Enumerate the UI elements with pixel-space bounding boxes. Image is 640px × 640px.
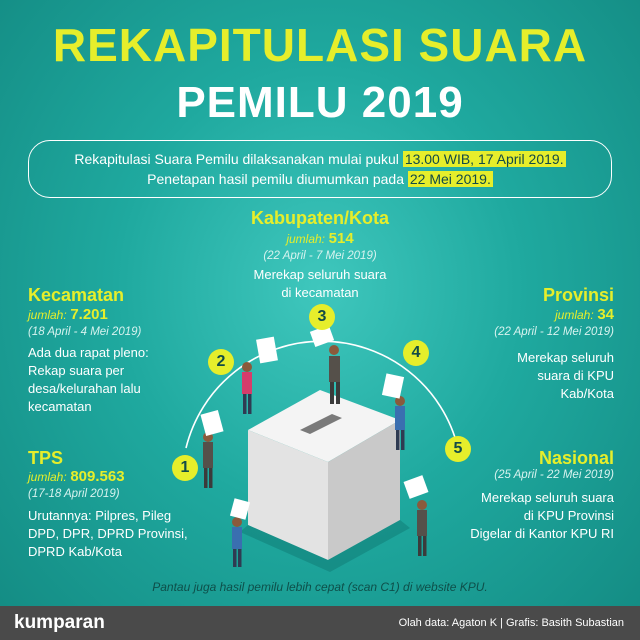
kecamatan-desc (28, 344, 208, 416)
step-5-badge: 5 (445, 436, 471, 462)
tps-desc-line: DPD, DPR, DPRD Provinsi, (28, 526, 188, 541)
provinsi-title: Provinsi (542, 285, 614, 305)
nasional-period: (25 April - 22 Mei 2019) (494, 469, 614, 481)
provinsi-desc-line: suara di KPU (537, 368, 614, 383)
footnote: Pantau juga hasil pemilu lebih cepat (scan C1) di website KPU. (152, 580, 488, 594)
ballot-box-icon (240, 390, 410, 572)
step-3-badge: 3 (309, 304, 335, 330)
title-line-2: PEMILU 2019 (176, 78, 464, 127)
kecamatan-period: (18 April - 4 Mei 2019) (28, 326, 142, 338)
provinsi-count-line (414, 306, 614, 324)
credit-text: Olah data: Agaton K | Grafis: Basith Subastian (398, 617, 624, 629)
kabupaten-count: 514 (328, 230, 354, 247)
provinsi-desc (414, 349, 614, 403)
kabupaten-count-line (200, 230, 440, 248)
step-4-badge: 4 (403, 340, 429, 366)
step-2-badge: 2 (208, 349, 234, 375)
provinsi-period: (22 April - 12 Mei 2019) (494, 326, 614, 338)
kecamatan-jumlah-label: jumlah: (28, 308, 67, 322)
kabupaten-title: Kabupaten/Kota (250, 208, 389, 228)
kecamatan-desc-line: kecamatan (28, 399, 92, 414)
footer-bar (0, 606, 640, 640)
provinsi-desc-line: Merekap seluruh (517, 350, 614, 365)
kecamatan-count: 7.201 (70, 306, 108, 323)
kabupaten-desc-line: di kecamatan (281, 285, 359, 300)
nasional-title: Nasional (538, 448, 614, 468)
kabupaten-desc-line: Merekap seluruh suara (253, 267, 387, 282)
tps-desc (28, 507, 228, 561)
kabupaten-period: (22 April - 7 Mei 2019) (263, 250, 377, 262)
kecamatan-desc-line: Rekap suara per (28, 363, 125, 378)
intro-highlight-2: 22 Mei 2019. (409, 171, 491, 187)
tps-count: 809.563 (70, 468, 125, 485)
intro-highlight-1: 13.00 WIB, 17 April 2019. (404, 151, 564, 167)
nasional-desc-line: Merekap seluruh suara (481, 490, 614, 505)
tps-title: TPS (28, 448, 64, 468)
provinsi-jumlah-label: jumlah: (555, 308, 594, 322)
tps-desc-line: DPRD Kab/Kota (28, 544, 122, 559)
tps-period: (17-18 April 2019) (28, 488, 120, 500)
tps-desc-line: Urutannya: Pilpres, Pileg (28, 508, 172, 523)
tps-count-line (28, 468, 125, 486)
kecamatan-title: Kecamatan (28, 285, 125, 305)
tps-jumlah-label: jumlah: (28, 470, 67, 484)
nasional-desc (414, 489, 614, 543)
kumparan-logo: kumparan (14, 612, 105, 633)
intro-line-2-text: Penetapan hasil pemilu diumumkan pada (147, 171, 408, 187)
provinsi-desc-line: Kab/Kota (560, 386, 614, 401)
step-1-badge: 1 (172, 455, 198, 481)
kecamatan-desc-line: desa/kelurahan lalu (28, 381, 141, 396)
kecamatan-count-line (28, 306, 108, 324)
kecamatan-desc-line: Ada dua rapat pleno: (28, 345, 149, 360)
person-2-icon (242, 337, 278, 414)
intro-line-1-text: Rekapitulasi Suara Pemilu dilaksanakan mulai pukul (74, 151, 403, 167)
title-line-1: REKAPITULASI SUARA (52, 19, 588, 71)
nasional-desc-line: di KPU Provinsi (523, 508, 614, 523)
kabupaten-jumlah-label: jumlah: (286, 232, 326, 246)
nasional-desc-line: Digelar di Kantor KPU RI (470, 526, 614, 541)
person-1-icon (200, 410, 223, 488)
kabupaten-desc (200, 266, 440, 302)
provinsi-count: 34 (597, 306, 614, 323)
